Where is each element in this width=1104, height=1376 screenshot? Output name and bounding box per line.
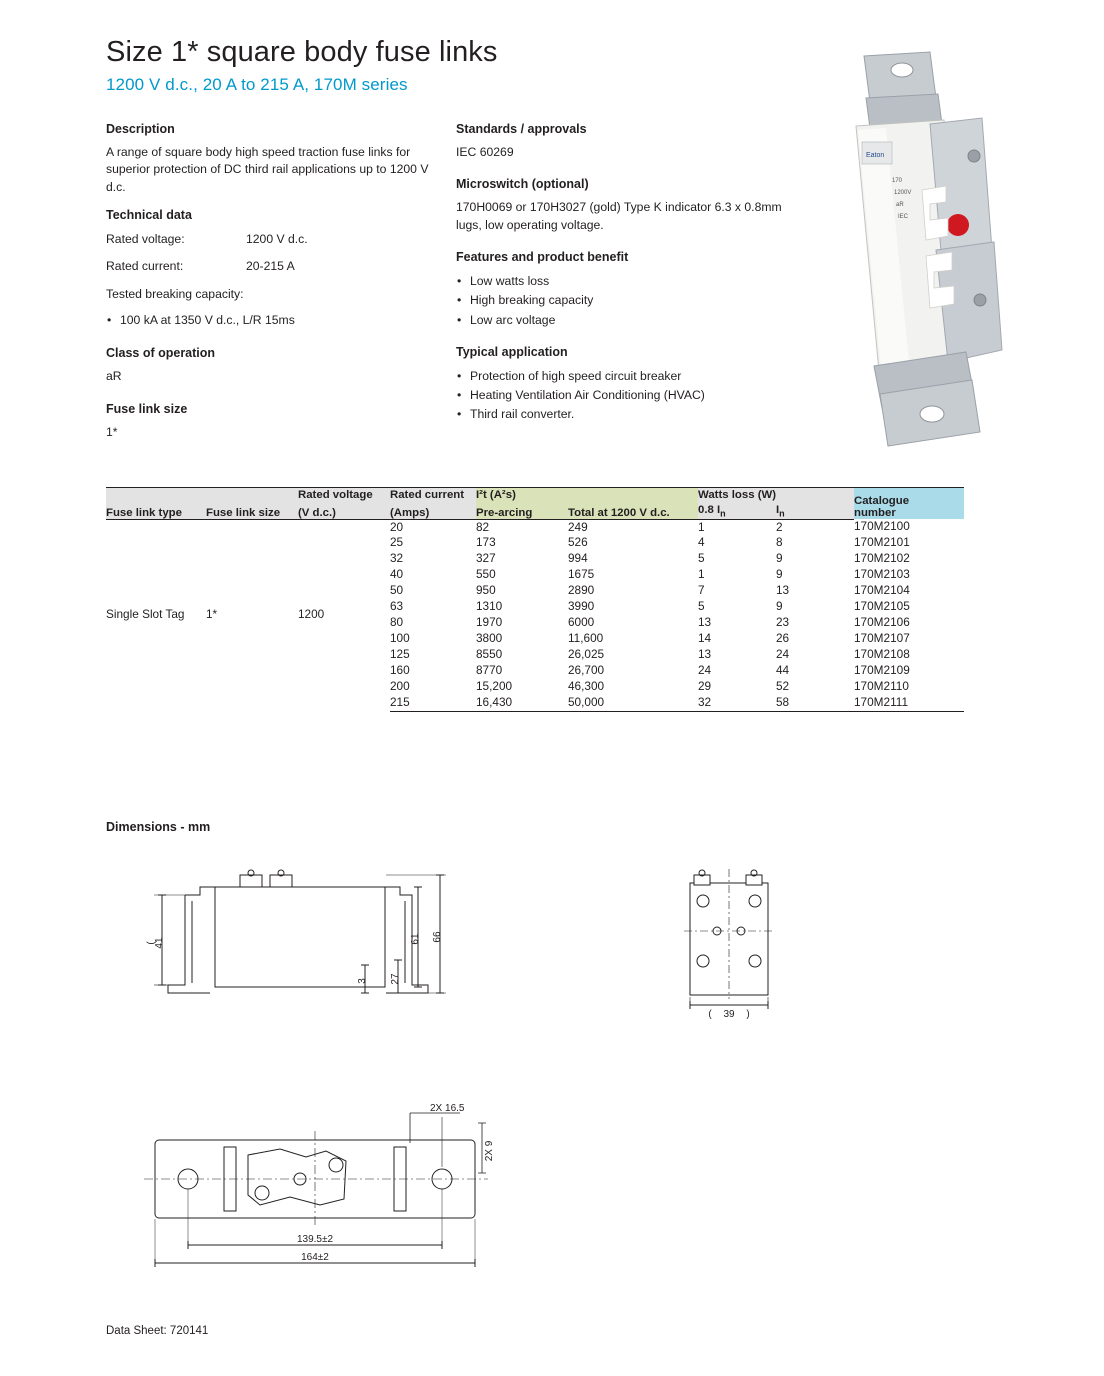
th-fuse-link-size: Fuse link size — [206, 502, 298, 519]
th-rated-voltage-units: (V d.c.) — [298, 502, 390, 519]
cell-catalogue-number: 170M2103 — [854, 567, 910, 582]
cell-watts-08in: 13 — [698, 615, 712, 630]
cell-rated-current: 200 — [390, 678, 410, 693]
th-watts-group: Watts loss (W) — [698, 488, 854, 502]
cell-rated-current: 215 — [390, 695, 476, 711]
cell-total: 26,700 — [568, 662, 605, 677]
dim-41-label: 41 — [154, 937, 165, 949]
cell-rated-current: 25 — [390, 535, 404, 550]
cell-rated-current: 160 — [390, 662, 410, 677]
breaking-capacity-label: Tested breaking capacity: — [106, 286, 244, 301]
svg-text:(: ( — [146, 941, 157, 945]
cell-fuse-link-type: Single Slot Tag — [106, 607, 185, 622]
cell-catalogue-number: 170M2101 — [854, 535, 910, 550]
th-i2t-label: I²t (A²s) — [476, 488, 516, 501]
dimensions-heading: Dimensions - mm — [106, 820, 211, 834]
tech-label-rated-voltage: Rated voltage: — [106, 231, 185, 246]
dim-39-label: 39 — [723, 1009, 735, 1020]
cell-total: 50,000 — [568, 695, 698, 711]
cell-watts-in: 52 — [776, 678, 790, 693]
cell-watts-in: 8 — [776, 535, 783, 550]
list-item: • Low watts loss — [456, 272, 796, 290]
th-watts-08in-sub: n — [720, 508, 726, 519]
page-title: Size 1* square body fuse links — [106, 36, 498, 68]
th-catalogue-line2: number — [854, 507, 896, 519]
cell-catalogue-number: 170M2109 — [854, 662, 910, 677]
svg-text:Eaton: Eaton — [866, 152, 885, 159]
cell-total: 1675 — [568, 567, 595, 582]
description-heading: Description — [106, 122, 175, 136]
svg-text:aR: aR — [896, 202, 904, 208]
cell-total: 11,600 — [568, 630, 604, 645]
cell-rated-current: 32 — [390, 551, 404, 566]
svg-text:170: 170 — [892, 178, 903, 184]
list-item: • 100 kA at 1350 V d.c., L/R 15ms — [106, 311, 436, 329]
cell-pre-arcing: 550 — [476, 567, 496, 582]
class-of-operation-value: aR — [106, 369, 122, 383]
dimension-drawing-top — [130, 1095, 550, 1300]
cell-watts-08in: 24 — [698, 662, 712, 677]
top-view-svg — [130, 1095, 550, 1295]
dimension-drawing-side — [670, 865, 850, 1040]
list-item: • Low arc voltage — [456, 311, 796, 329]
cell-pre-arcing: 15,200 — [476, 678, 513, 693]
dimension-drawing-front — [140, 865, 560, 1040]
cell-pre-arcing: 327 — [476, 551, 496, 566]
microswitch-text: 170H0069 or 170H3027 (gold) Type K indicator 6.3 x 0.8mm lugs, low operating voltage. — [456, 200, 782, 232]
description-text: A range of square body high speed traction fuse links for superior protection of DC third rail applications up to 1200 V d.c. — [106, 145, 429, 194]
cell-watts-in: 24 — [776, 646, 790, 661]
table-head — [106, 488, 964, 520]
cell-watts-08in: 13 — [698, 646, 712, 661]
product-photo — [826, 50, 1016, 450]
page-subtitle: 1200 V d.c., 20 A to 215 A, 170M series — [106, 75, 408, 95]
fuse-link-illustration — [826, 50, 1016, 450]
cell-watts-08in: 5 — [698, 599, 705, 614]
cell-watts-08in: 32 — [698, 695, 776, 711]
cell-catalogue-number: 170M2104 — [854, 583, 910, 598]
cell-watts-in: 26 — [776, 630, 790, 645]
cell-rated-current: 40 — [390, 567, 404, 582]
dim-61-label: 61 — [410, 933, 421, 945]
th-catalogue — [854, 488, 964, 520]
dim-3-label: 3 — [357, 978, 368, 984]
tech-row-rated-voltage — [106, 230, 436, 249]
cell-catalogue-number: 170M2102 — [854, 551, 910, 566]
class-of-operation-heading: Class of operation — [106, 346, 216, 360]
dim-holes-label: 2X 16.5 — [430, 1103, 465, 1114]
footer-data-sheet: Data Sheet: 720141 — [106, 1325, 209, 1337]
tech-value-rated-voltage: 1200 V d.c. — [246, 231, 308, 246]
table-header-group-row — [106, 488, 964, 502]
fuse-link-size-value: 1* — [106, 425, 118, 440]
cell-total: 249 — [568, 519, 588, 534]
cell-rated-current: 80 — [390, 615, 404, 630]
front-view-svg — [140, 865, 560, 1035]
dim-outer-length-label: 164±2 — [301, 1252, 329, 1263]
table-header-row — [106, 502, 964, 519]
th-i2t-group — [476, 488, 698, 502]
cell-pre-arcing: 82 — [476, 519, 490, 534]
cell-pre-arcing: 173 — [476, 535, 496, 550]
th-watts-08in-text: 0.8 I — [698, 504, 721, 517]
list-item: • Heating Ventilation Air Conditioning (HVAC) — [456, 386, 796, 404]
th-total: Total at 1200 V d.c. — [568, 502, 698, 519]
svg-text:IEC: IEC — [898, 214, 909, 220]
specification-table — [106, 487, 964, 712]
cell-watts-in: 9 — [776, 567, 783, 582]
cell-watts-08in: 14 — [698, 630, 712, 645]
table-row — [106, 519, 964, 535]
cell-pre-arcing: 16,430 — [476, 695, 568, 711]
features-heading: Features and product benefit — [456, 249, 629, 264]
tech-label-rated-current: Rated current: — [106, 258, 184, 273]
th-fuse-link-type: Fuse link type — [106, 502, 206, 519]
standards-text: IEC 60269 — [456, 145, 514, 159]
dim-slot-label: 2X 9 — [484, 1140, 495, 1162]
cell-total: 994 — [568, 551, 588, 566]
cell-watts-08in: 1 — [698, 567, 705, 582]
th-watts-08in — [698, 502, 776, 519]
cell-watts-08in: 29 — [698, 678, 712, 693]
cell-rated-current: 100 — [390, 630, 410, 645]
svg-text:1200V: 1200V — [894, 190, 912, 196]
cell-watts-in: 58 — [776, 695, 854, 711]
cell-watts-in: 9 — [776, 551, 783, 566]
cell-total: 46,300 — [568, 678, 605, 693]
svg-text:): ) — [746, 1009, 750, 1020]
cell-catalogue-number: 170M2100 — [854, 519, 910, 533]
side-view-svg — [670, 865, 850, 1035]
cell-catalogue-number: 170M2108 — [854, 646, 910, 661]
application-heading: Typical application — [456, 344, 568, 359]
list-item: • High breaking capacity — [456, 291, 796, 309]
th-blank-1 — [106, 488, 206, 502]
cell-pre-arcing: 1310 — [476, 599, 503, 614]
cell-rated-voltage: 1200 — [298, 607, 325, 622]
th-pre-arcing: Pre-arcing — [476, 502, 568, 519]
cell-watts-08in: 4 — [698, 535, 705, 550]
cell-fuse-link-size: 1* — [206, 607, 218, 622]
technical-data-heading: Technical data — [106, 207, 192, 222]
cell-rated-current: 50 — [390, 583, 404, 598]
cell-watts-08in: 5 — [698, 551, 705, 566]
th-watts-in — [776, 502, 854, 519]
list-item: • Protection of high speed circuit breaker — [456, 367, 796, 385]
cell-catalogue-number: 170M2106 — [854, 615, 910, 630]
th-blank-2 — [206, 488, 298, 502]
dim-27-label: 27 — [390, 973, 401, 985]
cell-watts-in: 44 — [776, 662, 790, 677]
cell-pre-arcing: 3800 — [476, 630, 503, 645]
cell-watts-08in: 7 — [698, 583, 705, 598]
page-header — [106, 36, 806, 95]
cell-catalogue-number: 170M2110 — [854, 678, 909, 693]
cell-watts-in: 13 — [776, 583, 790, 598]
fuse-link-size-heading: Fuse link size — [106, 402, 188, 417]
cell-catalogue-number: 170M2107 — [854, 630, 910, 645]
th-rated-voltage-top: Rated voltage — [298, 488, 390, 502]
right-column — [456, 122, 796, 436]
cell-pre-arcing: 8550 — [476, 646, 503, 661]
cell-total: 2890 — [568, 583, 595, 598]
cell-pre-arcing: 950 — [476, 583, 496, 598]
cell-watts-08in: 1 — [698, 519, 705, 534]
cell-catalogue-number: 170M2105 — [854, 599, 910, 614]
cell-total: 3990 — [568, 599, 595, 614]
cell-watts-in: 2 — [776, 519, 783, 534]
tech-value-rated-current: 20-215 A — [246, 258, 295, 273]
tech-row-rated-current — [106, 257, 436, 276]
th-rated-current-top: Rated current — [390, 488, 476, 502]
standards-heading: Standards / approvals — [456, 122, 587, 136]
microswitch-heading: Microswitch (optional) — [456, 177, 589, 192]
th-watts-in-sub: n — [779, 508, 785, 519]
cell-rated-current: 20 — [390, 519, 404, 534]
cell-pre-arcing: 1970 — [476, 615, 503, 630]
cell-total: 26,025 — [568, 646, 605, 661]
cell-catalogue-number: 170M2111 — [854, 695, 964, 711]
cell-total: 526 — [568, 535, 588, 550]
cell-pre-arcing: 8770 — [476, 662, 503, 677]
dim-66-label: 66 — [432, 931, 443, 943]
table-body — [106, 519, 964, 711]
th-catalogue-line1: Catalogue — [854, 495, 910, 507]
left-column — [106, 122, 436, 454]
th-rated-current-units: (Amps) — [390, 502, 476, 519]
list-item: • Third rail converter. — [456, 405, 796, 423]
cell-watts-in: 9 — [776, 599, 783, 614]
cell-rated-current: 63 — [390, 599, 404, 614]
svg-text:(: ( — [708, 1009, 712, 1020]
cell-watts-in: 23 — [776, 615, 790, 630]
dim-inner-length-label: 139.5±2 — [296, 1234, 334, 1245]
cell-total: 6000 — [568, 615, 595, 630]
cell-rated-current: 125 — [390, 646, 410, 661]
features-list — [456, 272, 796, 329]
application-list — [456, 367, 796, 424]
breaking-capacity-list — [106, 311, 436, 329]
th-watts-in-text: I — [776, 504, 780, 517]
spec-table — [106, 487, 964, 712]
